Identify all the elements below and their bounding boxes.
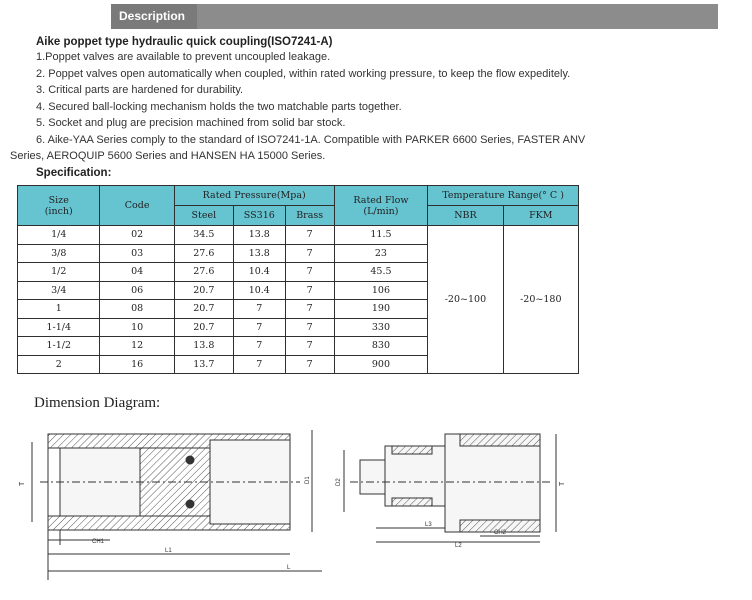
plug-hex: [445, 434, 540, 532]
plug-nose: [360, 460, 385, 494]
cell-nbr-range: -20~100: [428, 226, 503, 374]
cell-code: 03: [100, 244, 174, 263]
cell-flow: 23: [334, 244, 428, 263]
cell-ss316: 13.8: [233, 226, 285, 245]
cell-ss316: 7: [233, 355, 285, 374]
feature-line: 1.Poppet valves are available to prevent uncoupled leakage.: [36, 51, 331, 63]
feature-line: 3. Critical parts are hardened for durability.: [36, 84, 244, 96]
cell-brass: 7: [285, 263, 334, 282]
cell-fkm-range: -20~180: [503, 226, 578, 374]
cell-brass: 7: [285, 300, 334, 319]
description-tab[interactable]: [111, 4, 197, 29]
cell-flow: 11.5: [334, 226, 428, 245]
cell-steel: 13.7: [174, 355, 233, 374]
cell-flow: 830: [334, 337, 428, 356]
cell-brass: 7: [285, 244, 334, 263]
dimension-diagram: [0, 420, 752, 600]
label-l2: L2: [455, 543, 462, 549]
cell-size: 1/4: [18, 226, 100, 245]
cell-flow: 190: [334, 300, 428, 319]
cell-brass: 7: [285, 355, 334, 374]
cell-steel: 27.6: [174, 263, 233, 282]
cell-ss316: 13.8: [233, 244, 285, 263]
cell-ss316: 10.4: [233, 263, 285, 282]
cell-flow: 106: [334, 281, 428, 300]
cell-steel: 20.7: [174, 300, 233, 319]
plug-bottom-hatch: [392, 498, 432, 506]
cell-code: 12: [100, 337, 174, 356]
label-t-right: T: [559, 481, 566, 486]
header-brass: Brass: [285, 206, 334, 226]
description-header: [111, 4, 718, 29]
label-d2: D2: [336, 478, 342, 486]
product-title: Aike poppet type hydraulic quick coupling(ISO7241-A): [36, 36, 333, 48]
cell-size: 1-1/2: [18, 337, 100, 356]
cell-flow: 45.5: [334, 263, 428, 282]
plug-hex-top-hatch: [460, 434, 540, 446]
cell-size: 1-1/4: [18, 318, 100, 337]
header-fkm: FKM: [503, 206, 578, 226]
cell-flow: 330: [334, 318, 428, 337]
cell-code: 02: [100, 226, 174, 245]
feature-line: 5. Socket and plug are precision machined from solid bar stock.: [36, 117, 346, 129]
cell-code: 10: [100, 318, 174, 337]
label-t-left: T: [19, 481, 26, 486]
cell-steel: 34.5: [174, 226, 233, 245]
socket-drawing: [32, 430, 322, 580]
header-steel: Steel: [174, 206, 233, 226]
socket-ball-bottom: [186, 500, 194, 508]
cell-size: 1: [18, 300, 100, 319]
cell-ss316: 7: [233, 318, 285, 337]
feature-line: 2. Poppet valves open automatically when coupled, within rated working pressure, to keep the flow expeditely.: [36, 68, 571, 80]
label-ch2: CH2: [494, 530, 507, 536]
cell-steel: 20.7: [174, 281, 233, 300]
cell-brass: 7: [285, 226, 334, 245]
spec-heading: Specification:: [36, 167, 112, 179]
cell-size: 1/2: [18, 263, 100, 282]
cell-ss316: 7: [233, 337, 285, 356]
spec-table: [17, 185, 579, 374]
cell-code: 08: [100, 300, 174, 319]
socket-ball-top: [186, 456, 194, 464]
label-l1: L1: [165, 548, 172, 554]
cell-steel: 27.6: [174, 244, 233, 263]
dimension-title: Dimension Diagram:: [34, 395, 161, 411]
cell-size: 2: [18, 355, 100, 374]
cell-ss316: 10.4: [233, 281, 285, 300]
cell-size: 3/8: [18, 244, 100, 263]
cell-steel: 13.8: [174, 337, 233, 356]
label-l: L: [287, 565, 291, 571]
cell-code: 04: [100, 263, 174, 282]
cell-brass: 7: [285, 281, 334, 300]
feature-line: 6. Aike-YAA Series comply to the standard of ISO7241-1A. Compatible with PARKER 6600 Series, FASTER ANV: [36, 134, 586, 146]
cell-size: 3/4: [18, 281, 100, 300]
label-d1: D1: [305, 476, 311, 484]
cell-code: 06: [100, 281, 174, 300]
header-ss316: SS316: [233, 206, 285, 226]
cell-flow: 900: [334, 355, 428, 374]
label-ch1: CH1: [92, 539, 105, 545]
header-size: Size (inch): [18, 186, 100, 226]
header-rated-pressure: Rated Pressure(Mpa): [174, 186, 334, 206]
header-temp-range: Temperature Range(° C ): [428, 186, 579, 206]
cell-ss316: 7: [233, 300, 285, 319]
cell-brass: 7: [285, 318, 334, 337]
cell-code: 16: [100, 355, 174, 374]
table-row: [18, 226, 579, 245]
feature-line: 4. Secured ball-locking mechanism holds the two matchable parts together.: [36, 101, 402, 113]
header-nbr: NBR: [428, 206, 503, 226]
label-l3: L3: [425, 522, 432, 528]
header-code: Code: [100, 186, 174, 226]
plug-drawing: [344, 434, 556, 542]
plug-body: [385, 446, 445, 506]
header-rated-flow: Rated Flow (L/min): [334, 186, 428, 226]
description-tab-label: Description: [119, 9, 186, 23]
cell-steel: 20.7: [174, 318, 233, 337]
cell-brass: 7: [285, 337, 334, 356]
feature-line: Series, AEROQUIP 5600 Series and HANSEN HA 15000 Series.: [10, 150, 326, 162]
plug-top-hatch: [392, 446, 432, 454]
